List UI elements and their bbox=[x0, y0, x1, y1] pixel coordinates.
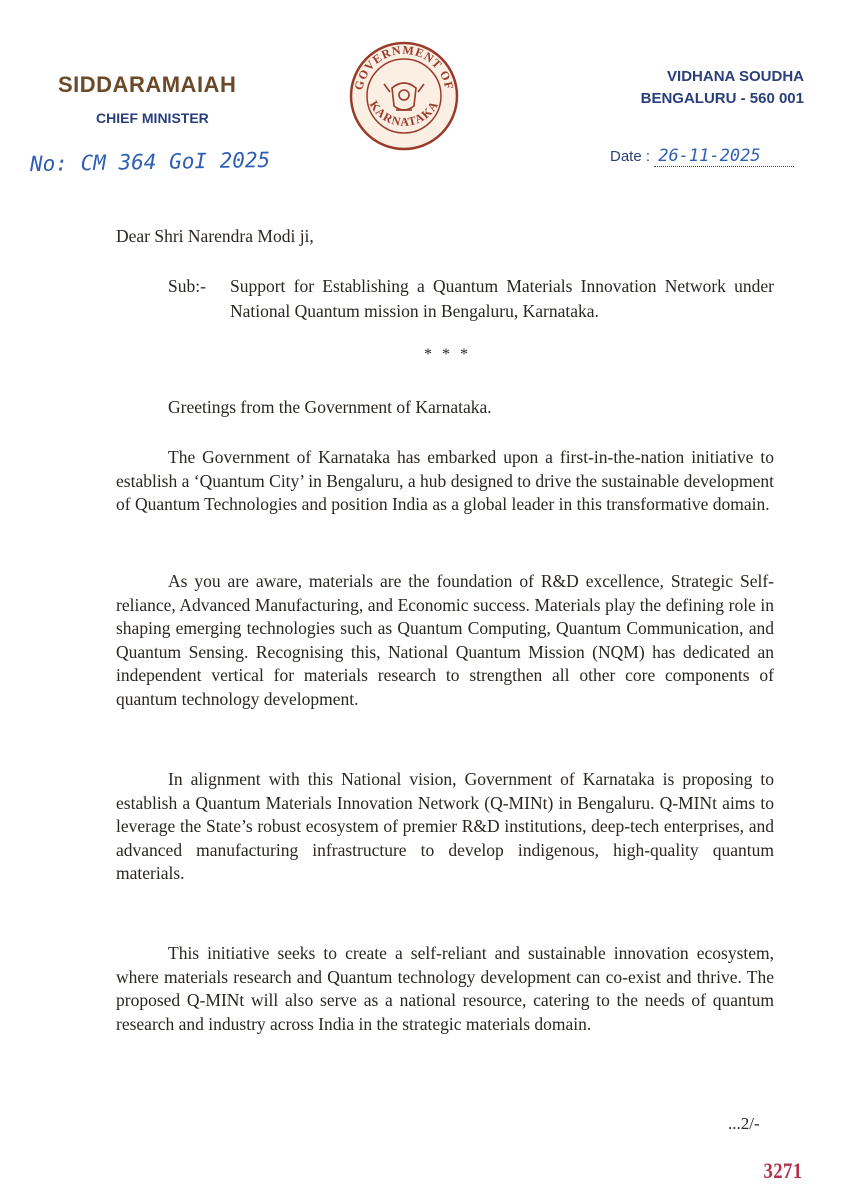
svg-text:GOVERNMENT OF: GOVERNMENT OF bbox=[351, 42, 457, 92]
serial-number-stamp: 3271 bbox=[763, 1158, 803, 1183]
subject-line bbox=[168, 274, 774, 324]
subject-text: Support for Establishing a Quantum Materials Innovation Network under National Quantum mission in Bengaluru, Karnataka. bbox=[230, 276, 774, 321]
paragraph-1: Greetings from the Government of Karnataka. bbox=[168, 397, 492, 417]
government-seal-icon bbox=[348, 40, 460, 152]
letterhead-address bbox=[641, 66, 804, 110]
paragraph-5: This initiative seeks to create a self-reliant and sustainable innovation ecosystem, where materials research and Quantum technology development can co-exist and thrive. The proposed Q-MINt will also serve as a national resource, catering to the needs of quantum research and industry across India in the strategic materials domain. bbox=[116, 943, 774, 1034]
separator: * * * bbox=[424, 346, 471, 363]
paragraph-2: The Government of Karnataka has embarked upon a first-in-the-nation initiative to establish a ‘Quantum City’ in Bengaluru, a hub designed to drive the sustainable development of Quantum Technologies and position India as a global leader in this transformative domain. bbox=[116, 447, 774, 515]
paragraph-4: In alignment with this National vision, Government of Karnataka is proposing to establish a Quantum Materials Innovation Network (Q-MINt) in Bengaluru. Q-MINt aims to leverage the State’s robust ecosystem of premier R&D institutions, deep-tech enterprises, and advanced manufacturing infrastructure to develop indigenous, high-quality quantum materials. bbox=[116, 769, 774, 884]
svg-text:KARNATAKA: KARNATAKA bbox=[366, 98, 442, 129]
salutation: Dear Shri Narendra Modi ji, bbox=[116, 226, 314, 246]
address-line-2: BENGALURU - 560 001 bbox=[640, 90, 804, 107]
date-value: 26-11-2025 bbox=[654, 146, 794, 167]
date-row bbox=[610, 146, 794, 167]
paragraph-3: As you are aware, materials are the foundation of R&D excellence, Strategic Self-reliance, Advanced Manufacturing, and Economic success. Materials play the defining role in shaping emerging technologies such as Quantum Computing, Quantum Communication, and Quantum Sensing. Recognising this, National Quantum Mission (NQM) has dedicated an independent vertical for materials research to strengthen all other core components of quantum technology development. bbox=[116, 571, 774, 709]
page-continuation-marker: ...2/- bbox=[728, 1114, 760, 1133]
letterhead-role: CHIEF MINISTER bbox=[96, 110, 209, 126]
reference-number: No: CM 364 GoI 2025 bbox=[29, 147, 271, 177]
subject-label: Sub:- bbox=[168, 276, 206, 296]
letterhead-name: SIDDARAMAIAH bbox=[58, 72, 237, 97]
address-line-1: VIDHANA SOUDHA bbox=[667, 68, 804, 85]
date-label: Date : bbox=[610, 148, 651, 165]
